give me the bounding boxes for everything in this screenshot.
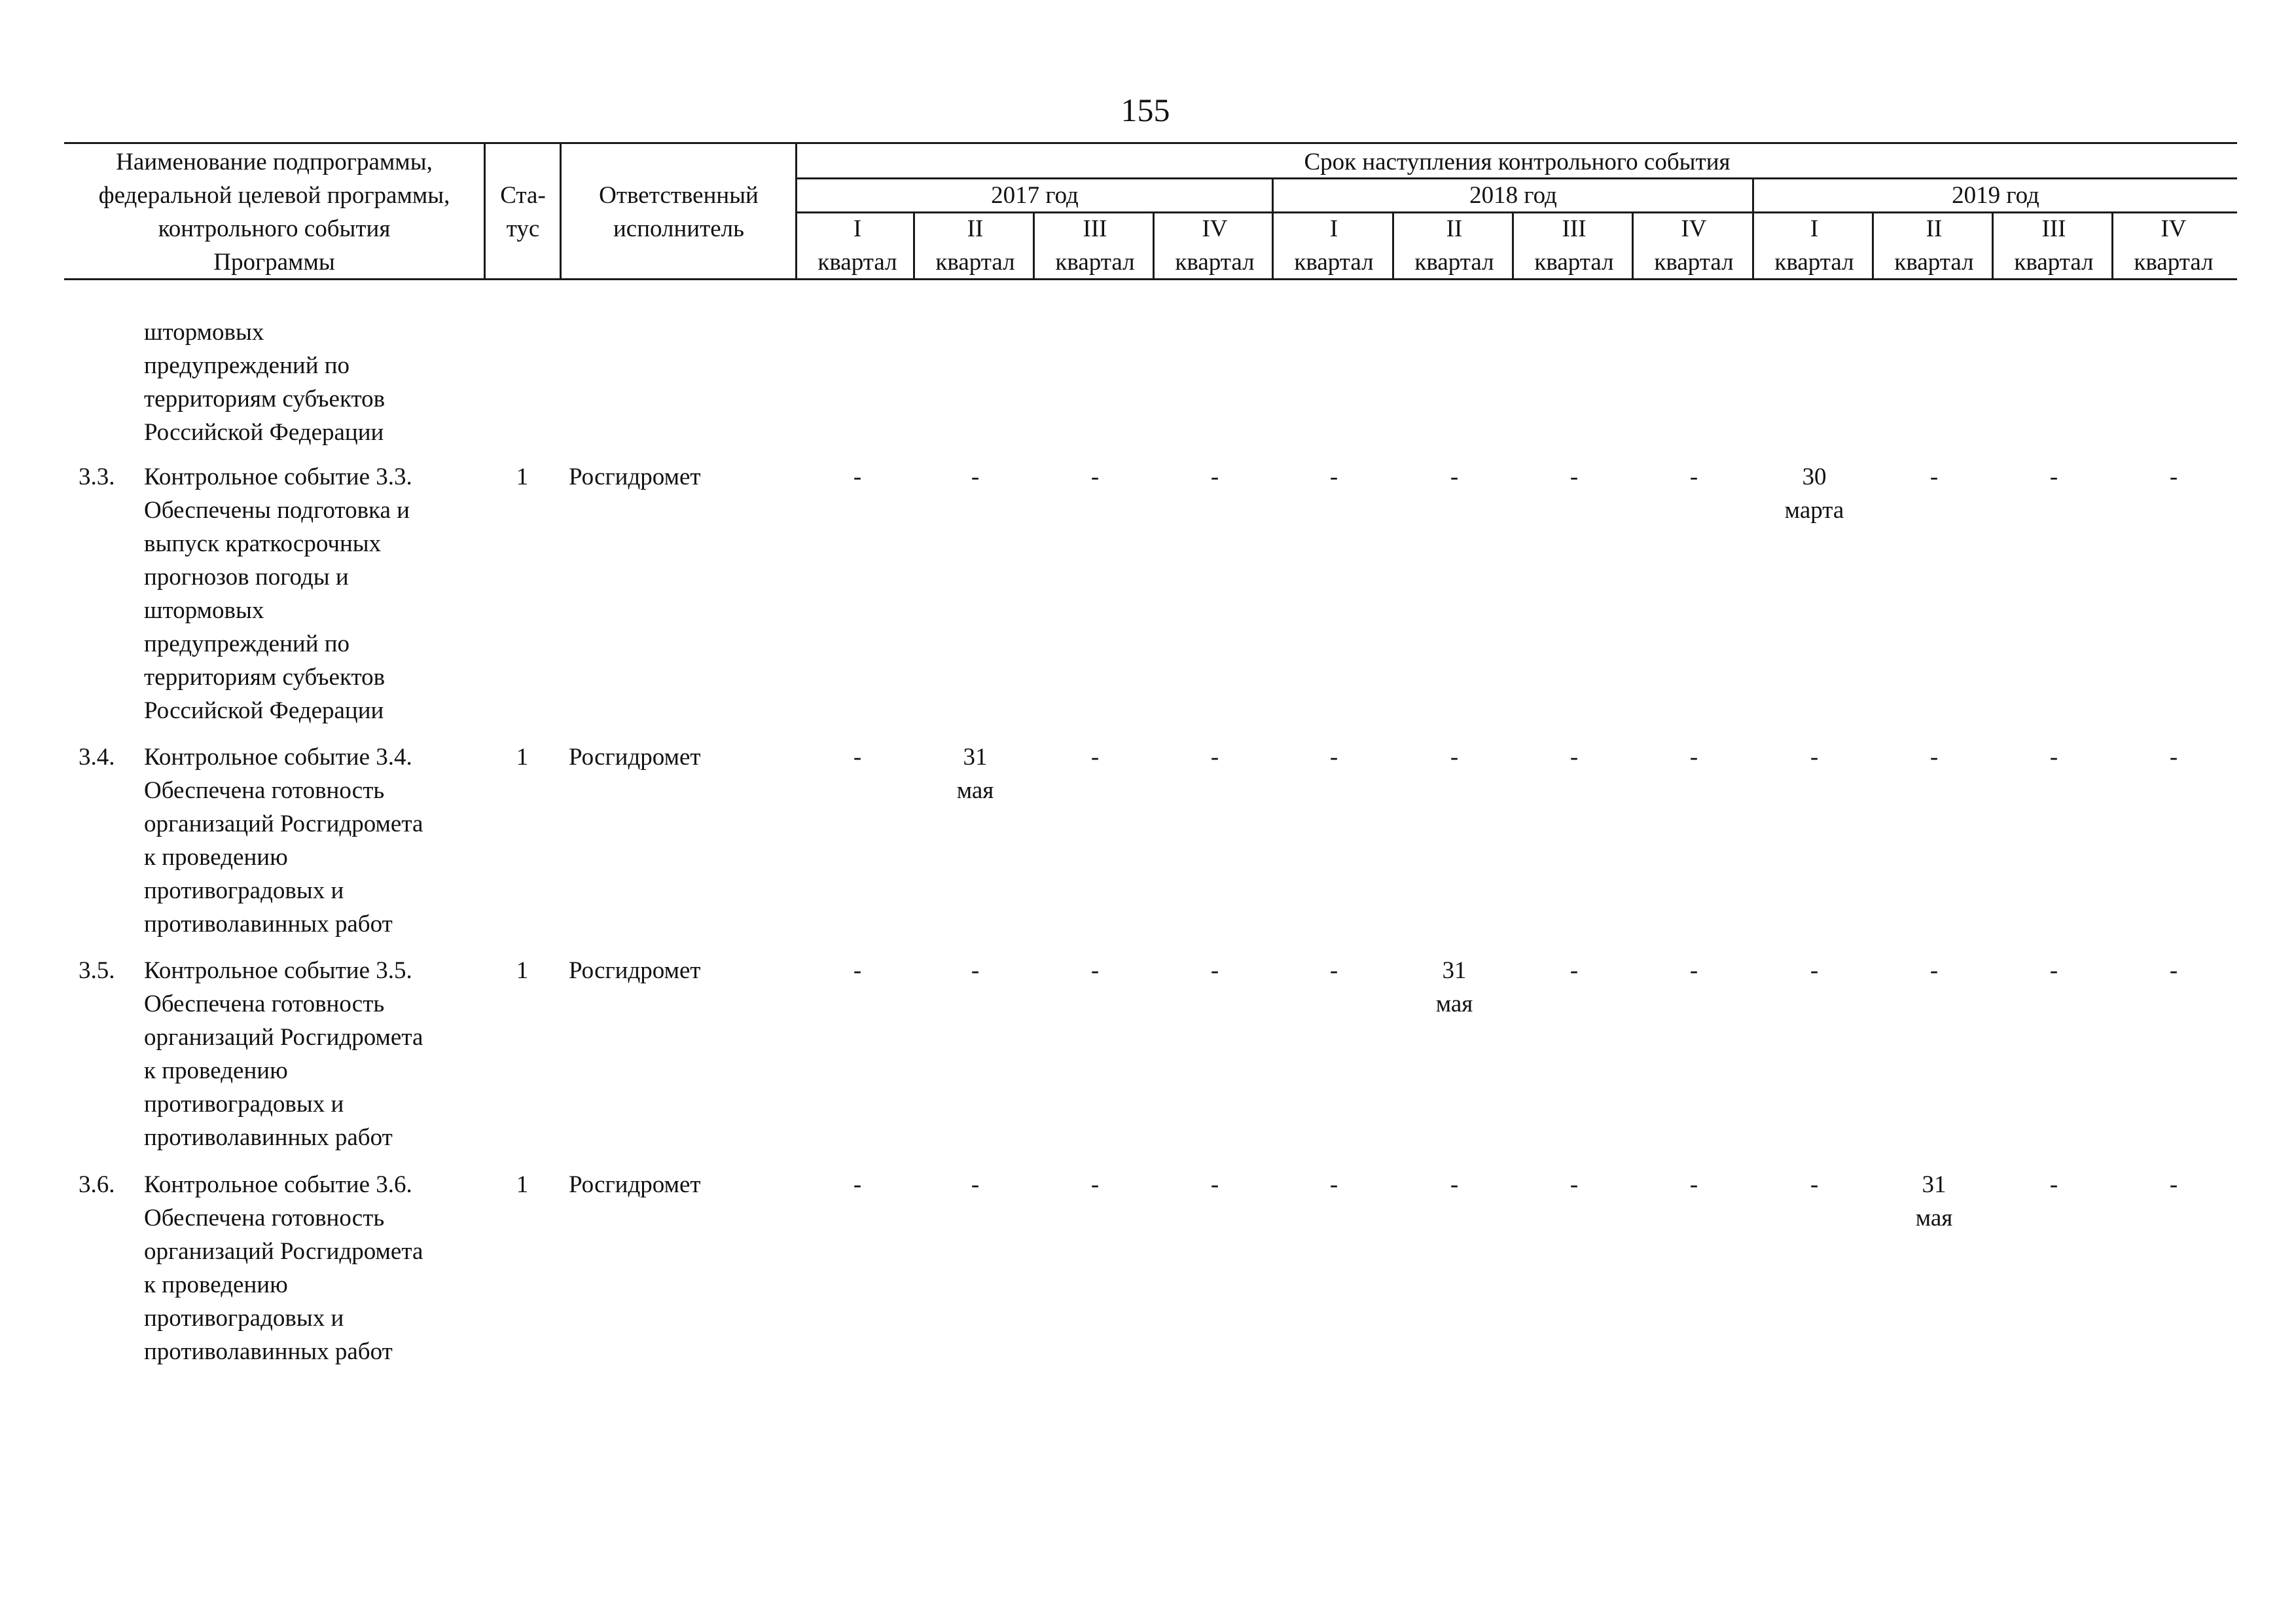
continuation-line: территориям субъектов	[144, 386, 386, 412]
deadline-text: -	[1090, 1171, 1100, 1198]
quarter-deadline-cell	[1394, 740, 1515, 774]
event-name-line: противолавинных работ	[144, 911, 393, 938]
deadline-text: -	[2169, 957, 2178, 984]
status-value: 1	[516, 957, 529, 984]
year-2019: 2019 год	[1952, 182, 2039, 209]
page-number: 155	[1121, 92, 1170, 128]
quarter-numeral: II	[1926, 215, 1943, 242]
deadline-text: мая	[1915, 1205, 1953, 1231]
deadline-text: -	[1210, 464, 1219, 490]
continuation-line: штормовых	[144, 319, 264, 346]
deadline-text: -	[1329, 957, 1338, 984]
quarter-deadline-cell	[1754, 740, 1874, 774]
deadline-text: -	[1929, 957, 1939, 984]
executor-value: Росгидромет	[569, 957, 701, 984]
executor-value: Росгидромет	[569, 1171, 701, 1198]
quarter-deadline-cell	[797, 460, 918, 494]
deadline-text: -	[1329, 744, 1338, 771]
quarter-deadline-cell	[915, 954, 1035, 987]
quarter-deadline-cell	[1634, 460, 1754, 494]
quarter-label: квартал	[935, 249, 1015, 276]
header-exec-line: Ответственный	[599, 182, 759, 209]
deadline-text: -	[1689, 464, 1698, 490]
quarter-numeral: II	[1446, 215, 1463, 242]
event-name-line: Российской Федерации	[144, 697, 384, 724]
deadline-text: -	[971, 1171, 980, 1198]
quarter-deadline-cell	[797, 740, 918, 774]
quarter-deadline-cell	[1754, 460, 1874, 527]
deadline-text: -	[1570, 1171, 1579, 1198]
quarter-deadline-cell	[1514, 954, 1634, 987]
quarter-label: квартал	[1654, 249, 1734, 276]
quarter-deadline-cell	[915, 460, 1035, 494]
deadline-text: марта	[1784, 497, 1844, 524]
event-name-line: к проведению	[144, 1057, 288, 1084]
deadline-text: -	[1210, 957, 1219, 984]
deadline-text: -	[2169, 464, 2178, 490]
row-number: 3.3.	[79, 464, 115, 490]
quarter-deadline-cell	[1274, 740, 1394, 774]
quarter-deadline-cell	[797, 954, 918, 987]
quarter-label: квартал	[1534, 249, 1614, 276]
event-name-line: организаций Росгидромета	[144, 1024, 423, 1051]
deadline-text: -	[1810, 744, 1819, 771]
quarter-label: квартал	[1294, 249, 1374, 276]
quarter-deadline-cell	[1994, 1168, 2114, 1201]
deadline-text: -	[1689, 1171, 1698, 1198]
deadline-text: -	[971, 464, 980, 490]
deadline-text: -	[2049, 464, 2058, 490]
quarter-numeral: III	[1083, 215, 1107, 242]
status-value: 1	[516, 1171, 529, 1198]
quarter-deadline-cell	[2113, 460, 2234, 494]
quarter-numeral: I	[1810, 215, 1819, 242]
quarter-deadline-cell	[1634, 740, 1754, 774]
event-name-line: Обеспечены подготовка и	[144, 497, 410, 524]
quarter-label: квартал	[1414, 249, 1494, 276]
header-name-line: Программы	[213, 249, 335, 276]
quarter-label: квартал	[1774, 249, 1854, 276]
event-name-line: организаций Росгидромета	[144, 1238, 423, 1265]
quarter-deadline-cell	[2113, 1168, 2234, 1201]
event-name-line: предупреждений по	[144, 630, 350, 657]
quarter-deadline-cell	[1514, 740, 1634, 774]
deadline-text: -	[1090, 744, 1100, 771]
event-name-line: Контрольное событие 3.5.	[144, 957, 412, 984]
quarter-deadline-cell	[1514, 460, 1634, 494]
quarter-deadline-cell	[1754, 954, 1874, 987]
quarter-deadline-cell	[1754, 1168, 1874, 1201]
quarter-deadline-cell	[1155, 460, 1275, 494]
quarter-numeral: I	[1329, 215, 1338, 242]
quarter-deadline-cell	[1155, 1168, 1275, 1201]
quarter-deadline-cell	[1394, 460, 1515, 494]
quarter-deadline-cell	[1634, 954, 1754, 987]
deadline-text: 31	[1922, 1171, 1946, 1198]
header-name-line: контрольного события	[158, 215, 391, 242]
quarter-deadline-cell	[915, 740, 1035, 807]
deadline-text: -	[1450, 464, 1459, 490]
deadline-text: -	[1210, 744, 1219, 771]
quarter-deadline-cell	[1035, 460, 1155, 494]
deadline-text: мая	[956, 777, 994, 804]
quarter-deadline-cell	[1994, 460, 2114, 494]
deadline-text: -	[1450, 744, 1459, 771]
quarter-deadline-cell	[1035, 740, 1155, 774]
deadline-text: -	[1090, 957, 1100, 984]
quarter-deadline-cell	[1874, 740, 1994, 774]
quarter-label: квартал	[1175, 249, 1255, 276]
quarter-label: квартал	[1055, 249, 1135, 276]
quarter-numeral: IV	[2161, 215, 2187, 242]
deadline-text: -	[853, 957, 862, 984]
event-name-line: выпуск краткосрочных	[144, 530, 382, 557]
deadline-text: -	[1689, 957, 1698, 984]
deadline-text: -	[1689, 744, 1698, 771]
deadline-text: мая	[1435, 991, 1473, 1017]
quarter-numeral: II	[967, 215, 984, 242]
deadline-text: -	[1090, 464, 1100, 490]
deadline-text: -	[2169, 1171, 2178, 1198]
event-name-line: противоградовых и	[144, 1091, 344, 1118]
deadline-text: -	[2049, 957, 2058, 984]
quarter-deadline-cell	[915, 1168, 1035, 1201]
deadline-text: -	[1450, 1171, 1459, 1198]
quarter-label: квартал	[817, 249, 897, 276]
quarter-deadline-cell	[1155, 740, 1275, 774]
quarter-deadline-cell	[2113, 740, 2234, 774]
header-top-rule	[64, 142, 2237, 144]
event-name-line: Контрольное событие 3.3.	[144, 464, 412, 490]
deadline-text: 31	[963, 744, 988, 771]
event-name-line: территориям субъектов	[144, 664, 386, 691]
deadline-text: -	[2169, 744, 2178, 771]
event-name-line: Контрольное событие 3.6.	[144, 1171, 412, 1198]
quarter-deadline-cell	[1274, 954, 1394, 987]
event-name-line: штормовых	[144, 597, 264, 624]
quarter-numeral: I	[853, 215, 862, 242]
event-name-line: Обеспечена готовность	[144, 1205, 385, 1231]
deadline-text: -	[853, 1171, 862, 1198]
deadline-text: -	[2049, 1171, 2058, 1198]
event-name-line: к проведению	[144, 844, 288, 871]
year-2017: 2017 год	[991, 182, 1079, 209]
quarter-deadline-cell	[1394, 1168, 1515, 1201]
event-name-line: Обеспечена готовность	[144, 777, 385, 804]
deadline-text: 31	[1442, 957, 1467, 984]
quarter-deadline-cell	[1874, 1168, 1994, 1235]
event-name-line: противолавинных работ	[144, 1338, 393, 1365]
header-name-line: федеральной целевой программы,	[98, 182, 450, 209]
quarter-numeral: IV	[1202, 215, 1228, 242]
deadline-text: -	[853, 464, 862, 490]
event-name-line: организаций Росгидромета	[144, 811, 423, 837]
deadline-text: -	[1570, 957, 1579, 984]
quarter-deadline-cell	[1035, 1168, 1155, 1201]
quarter-deadline-cell	[1634, 1168, 1754, 1201]
row-number: 3.6.	[79, 1171, 115, 1198]
quarter-numeral: III	[1562, 215, 1587, 242]
deadline-title: Срок наступления контрольного события	[1304, 149, 1731, 175]
continuation-line: Российской Федерации	[144, 419, 384, 446]
status-value: 1	[516, 464, 529, 490]
row-number: 3.5.	[79, 957, 115, 984]
event-name-line: прогнозов погоды и	[144, 564, 349, 591]
event-name-line: противолавинных работ	[144, 1124, 393, 1151]
quarter-deadline-cell	[1155, 954, 1275, 987]
quarter-label: квартал	[1894, 249, 1974, 276]
year-2018: 2018 год	[1469, 182, 1557, 209]
event-name-line: Контрольное событие 3.4.	[144, 744, 412, 771]
quarter-numeral: III	[2041, 215, 2066, 242]
deadline-text: -	[1570, 744, 1579, 771]
deadline-text: -	[1810, 1171, 1819, 1198]
deadline-text: -	[1210, 1171, 1219, 1198]
header-exec-line: исполнитель	[613, 215, 745, 242]
deadline-text: -	[1810, 957, 1819, 984]
quarter-deadline-cell	[1394, 954, 1515, 1021]
quarter-deadline-cell	[1994, 954, 2114, 987]
header-status-line: Ста-	[500, 182, 546, 209]
status-value: 1	[516, 744, 529, 771]
deadline-text: -	[1929, 464, 1939, 490]
row-number: 3.4.	[79, 744, 115, 771]
deadline-text: -	[2049, 744, 2058, 771]
quarter-deadline-cell	[797, 1168, 918, 1201]
continuation-line: предупреждений по	[144, 352, 350, 379]
deadline-text: -	[1570, 464, 1579, 490]
table-header	[0, 0, 2296, 288]
header-status-line: тус	[506, 215, 540, 242]
quarter-deadline-cell	[1874, 954, 1994, 987]
quarter-deadline-cell	[1274, 1168, 1394, 1201]
quarter-numeral: IV	[1681, 215, 1707, 242]
executor-value: Росгидромет	[569, 464, 701, 490]
quarter-deadline-cell	[1035, 954, 1155, 987]
quarter-deadline-cell	[1994, 740, 2114, 774]
quarter-label: квартал	[2134, 249, 2214, 276]
event-name-line: к проведению	[144, 1271, 288, 1298]
header-name-line: Наименование подпрограммы,	[116, 149, 433, 175]
quarter-deadline-cell	[1514, 1168, 1634, 1201]
deadline-text: 30	[1802, 464, 1827, 490]
quarter-label: квартал	[2014, 249, 2094, 276]
deadline-text: -	[1329, 1171, 1338, 1198]
quarter-deadline-cell	[2113, 954, 2234, 987]
event-name-line: противоградовых и	[144, 877, 344, 904]
event-name-line: противоградовых и	[144, 1305, 344, 1332]
quarter-deadline-cell	[1274, 460, 1394, 494]
deadline-text: -	[971, 957, 980, 984]
deadline-text: -	[1329, 464, 1338, 490]
executor-value: Росгидромет	[569, 744, 701, 771]
quarter-deadline-cell	[1874, 460, 1994, 494]
deadline-text: -	[853, 744, 862, 771]
event-name-line: Обеспечена готовность	[144, 991, 385, 1017]
deadline-text: -	[1929, 744, 1939, 771]
